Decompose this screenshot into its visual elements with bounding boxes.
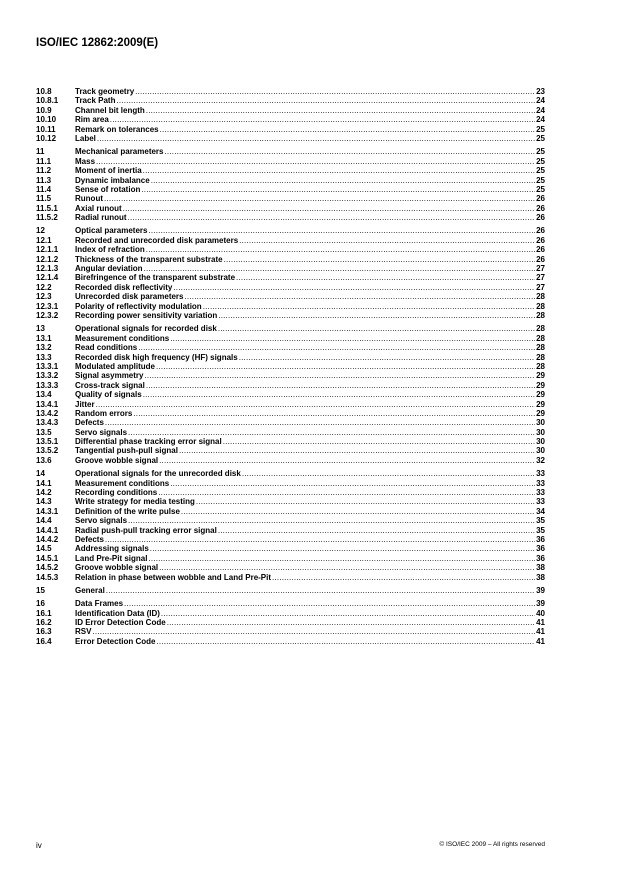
toc-entry[interactable] xyxy=(36,115,545,124)
toc-entry-page: 25 xyxy=(536,124,545,134)
toc-entry[interactable] xyxy=(36,586,545,595)
toc-entry-title: General xyxy=(75,585,105,595)
toc-entry-number: 10.8.1 xyxy=(36,96,59,106)
toc-entry-page: 28 xyxy=(536,352,545,362)
toc-entry-number: 11.1 xyxy=(36,156,52,166)
toc-entry[interactable] xyxy=(36,609,545,618)
toc-entry-title: Groove wobble signal xyxy=(75,455,159,465)
toc-dot-leader xyxy=(170,334,535,343)
toc-dot-leader xyxy=(148,554,535,563)
toc-entry-page: 27 xyxy=(536,273,545,283)
toc-dot-leader xyxy=(97,134,535,143)
toc-dot-leader xyxy=(236,273,535,282)
toc-entry-page: 39 xyxy=(536,585,545,595)
toc-section xyxy=(36,147,545,222)
toc-section xyxy=(36,87,545,143)
toc-entry-page: 23 xyxy=(536,87,545,96)
toc-entry-page: 33 xyxy=(536,488,545,498)
toc-entry-number: 13.4.3 xyxy=(36,418,59,428)
toc-entry-number: 14.4.1 xyxy=(36,525,59,535)
toc-entry[interactable] xyxy=(36,618,545,627)
toc-entry-page: 33 xyxy=(536,478,545,488)
toc-entry-page: 25 xyxy=(536,156,545,166)
toc-entry-title: Recorded disk reflectivity xyxy=(75,282,173,292)
toc-entry-title: Index of refraction xyxy=(75,245,145,255)
toc-entry-page: 28 xyxy=(536,324,545,334)
toc-entry-page: 30 xyxy=(536,427,545,437)
toc-dot-leader xyxy=(218,324,535,333)
toc-entry[interactable] xyxy=(36,428,545,437)
toc-entry[interactable] xyxy=(36,264,545,273)
toc-entry-number: 11.3 xyxy=(36,175,52,185)
toc-entry-number: 13.6 xyxy=(36,455,52,465)
toc-entry-page: 36 xyxy=(536,553,545,563)
toc-entry-number: 14.3 xyxy=(36,497,52,507)
toc-dot-leader xyxy=(146,106,535,115)
toc-entry[interactable] xyxy=(36,418,545,427)
toc-dot-leader xyxy=(161,609,535,618)
toc-entry-number: 13.4.2 xyxy=(36,408,59,418)
toc-dot-leader xyxy=(144,264,536,273)
toc-entry[interactable] xyxy=(36,273,545,282)
toc-entry-title: Recording power sensitivity variation xyxy=(75,310,218,320)
toc-dot-leader xyxy=(170,479,535,488)
toc-entry[interactable] xyxy=(36,573,545,582)
toc-entry-number: 12.1.3 xyxy=(36,264,59,274)
toc-entry-number: 11.4 xyxy=(36,184,52,194)
toc-dot-leader xyxy=(133,409,535,418)
toc-entry-title: Thickness of the transparent substrate xyxy=(75,254,223,264)
toc-entry-page: 26 xyxy=(536,235,545,245)
toc-entry-page: 33 xyxy=(536,469,545,479)
toc-entry-title: Definition of the write pulse xyxy=(75,506,180,516)
toc-entry-title: Identification Data (ID) xyxy=(75,608,160,618)
toc-dot-leader xyxy=(123,204,535,213)
toc-dot-leader xyxy=(156,362,535,371)
toc-entry-title: Defects xyxy=(75,418,104,428)
toc-dot-leader xyxy=(203,302,535,311)
toc-entry-number: 13.3.3 xyxy=(36,380,59,390)
toc-entry-page: 41 xyxy=(536,627,545,637)
toc-dot-leader xyxy=(92,627,535,636)
toc-entry[interactable] xyxy=(36,134,545,143)
toc-entry[interactable] xyxy=(36,125,545,134)
toc-entry-page: 29 xyxy=(536,399,545,409)
toc-entry-title: Cross-track signal xyxy=(75,380,145,390)
toc-entry[interactable] xyxy=(36,381,545,390)
toc-entry-page: 40 xyxy=(536,608,545,618)
toc-entry-number: 11.5.2 xyxy=(36,213,58,223)
toc-dot-leader xyxy=(196,497,535,506)
toc-dot-leader xyxy=(181,507,535,516)
toc-entry-page: 26 xyxy=(536,213,545,223)
toc-entry-title: Error Detection Code xyxy=(75,636,156,646)
toc-entry-title: Data Frames xyxy=(75,599,124,609)
toc-dot-leader xyxy=(138,343,535,352)
toc-entry-page: 26 xyxy=(536,194,545,204)
toc-dot-leader xyxy=(167,618,535,627)
toc-entry-page: 24 xyxy=(536,105,545,115)
toc-dot-leader xyxy=(224,255,536,264)
toc-entry[interactable] xyxy=(36,446,545,455)
toc-dot-leader xyxy=(105,418,535,427)
toc-entry-title: Angular deviation xyxy=(75,264,143,274)
toc-entry-title: Recorded disk high frequency (HF) signals xyxy=(75,352,238,362)
toc-dot-leader xyxy=(146,381,535,390)
toc-dot-leader xyxy=(185,292,536,301)
toc-dot-leader xyxy=(116,96,535,105)
toc-entry-page: 27 xyxy=(536,282,545,292)
toc-entry-number: 13.5.1 xyxy=(36,437,59,447)
toc-entry[interactable] xyxy=(36,469,545,478)
toc-entry-title: Radial runout xyxy=(75,213,127,223)
toc-entry-page: 24 xyxy=(536,115,545,125)
toc-entry-number: 16.4 xyxy=(36,636,52,646)
toc-entry-title: Label xyxy=(75,133,96,143)
toc-entry[interactable] xyxy=(36,106,545,115)
toc-entry[interactable] xyxy=(36,409,545,418)
toc-entry-page: 26 xyxy=(536,254,545,264)
toc-dot-leader xyxy=(146,245,535,254)
toc-entry-page: 25 xyxy=(536,175,545,185)
toc-entry-page: 25 xyxy=(536,166,545,176)
toc-entry-title: Track Path xyxy=(75,96,116,106)
toc-dot-leader xyxy=(105,535,535,544)
toc-entry-title: Unrecorded disk parameters xyxy=(75,292,184,302)
toc-entry-title: Groove wobble signal xyxy=(75,563,159,573)
toc-entry-title: Write strategy for media testing xyxy=(75,497,195,507)
toc-dot-leader xyxy=(104,194,535,203)
toc-entry[interactable] xyxy=(36,194,545,203)
toc-entry[interactable] xyxy=(36,526,545,535)
toc-entry-page: 30 xyxy=(536,446,545,456)
toc-dot-leader xyxy=(128,213,536,222)
toc-entry[interactable] xyxy=(36,554,545,563)
toc-dot-leader xyxy=(96,400,536,409)
toc-entry[interactable] xyxy=(36,371,545,380)
toc-entry-page: 28 xyxy=(536,292,545,302)
toc-entry-title: Track geometry xyxy=(75,87,135,96)
toc-dot-leader xyxy=(160,125,536,134)
toc-entry-title: Dynamic imbalance xyxy=(75,175,150,185)
toc-entry[interactable] xyxy=(36,324,545,333)
toc-entry-title: Rim area xyxy=(75,115,109,125)
toc-entry-title: Mechanical parameters xyxy=(75,147,164,157)
toc-entry-page: 26 xyxy=(536,226,545,236)
table-of-contents xyxy=(36,87,545,650)
toc-entry-title: Tangential push-pull signal xyxy=(75,446,178,456)
page-number: iv xyxy=(36,841,42,850)
toc-entry-title: Optical parameters xyxy=(75,226,148,236)
toc-entry-page: 29 xyxy=(536,371,545,381)
toc-entry-number: 12.1.1 xyxy=(36,245,59,255)
toc-entry[interactable] xyxy=(36,204,545,213)
toc-entry-number: 12.1.2 xyxy=(36,254,59,264)
toc-entry-page: 28 xyxy=(536,333,545,343)
toc-entry-number: 14.5.1 xyxy=(36,553,59,563)
toc-entry-title: Differential phase tracking error signal xyxy=(75,437,222,447)
toc-entry[interactable] xyxy=(36,637,545,646)
toc-dot-leader xyxy=(141,185,535,194)
toc-entry-number: 13.2 xyxy=(36,343,52,353)
toc-entry-number: 10.9 xyxy=(36,105,52,115)
toc-entry[interactable] xyxy=(36,185,545,194)
toc-entry-number: 12.1 xyxy=(36,235,52,245)
toc-entry[interactable] xyxy=(36,245,545,254)
toc-entry-number: 14 xyxy=(36,469,45,479)
toc-dot-leader xyxy=(148,226,535,235)
toc-entry-number: 11.5.1 xyxy=(36,203,58,213)
toc-entry-title: Servo signals xyxy=(75,427,128,437)
toc-entry-title: Operational signals for recorded disk xyxy=(75,324,217,334)
toc-entry-number: 11.2 xyxy=(36,166,52,176)
toc-entry-number: 16.1 xyxy=(36,608,52,618)
toc-entry[interactable] xyxy=(36,563,545,572)
toc-entry-page: 38 xyxy=(536,563,545,573)
toc-entry-title: Recording conditions xyxy=(75,488,158,498)
toc-entry-page: 35 xyxy=(536,525,545,535)
toc-entry-page: 39 xyxy=(536,599,545,609)
toc-dot-leader xyxy=(165,147,536,156)
toc-entry[interactable] xyxy=(36,516,545,525)
toc-entry-page: 28 xyxy=(536,361,545,371)
toc-entry-title: Modulated amplitude xyxy=(75,361,155,371)
toc-dot-leader xyxy=(143,166,535,175)
toc-entry-title: Mass xyxy=(75,156,96,166)
toc-entry-page: 35 xyxy=(536,516,545,526)
toc-entry-title: Addressing signals xyxy=(75,544,149,554)
toc-entry-number: 16.2 xyxy=(36,618,52,628)
toc-entry-number: 14.1 xyxy=(36,478,52,488)
toc-entry-number: 12 xyxy=(36,226,45,236)
toc-entry-page: 28 xyxy=(536,310,545,320)
toc-dot-leader xyxy=(106,586,535,595)
toc-entry-title: Servo signals xyxy=(75,516,128,526)
toc-entry-number: 14.5 xyxy=(36,544,52,554)
toc-entry[interactable] xyxy=(36,87,545,96)
toc-entry[interactable] xyxy=(36,334,545,343)
toc-entry[interactable] xyxy=(36,627,545,636)
toc-dot-leader xyxy=(128,516,535,525)
toc-entry-page: 41 xyxy=(536,618,545,628)
toc-entry-title: Jitter xyxy=(75,399,95,409)
toc-entry-page: 34 xyxy=(536,506,545,516)
toc-entry-title: Relation in phase between wobble and Land Pre-Pit xyxy=(75,572,272,582)
toc-entry-number: 11.5 xyxy=(36,194,52,204)
toc-entry-page: 25 xyxy=(536,147,545,157)
toc-entry-title: Polarity of reflectivity modulation xyxy=(75,301,202,311)
toc-section xyxy=(36,324,545,465)
toc-entry-title: Runout xyxy=(75,194,103,204)
toc-entry-page: 36 xyxy=(536,544,545,554)
toc-entry-page: 41 xyxy=(536,636,545,646)
toc-dot-leader xyxy=(218,526,535,535)
toc-entry-number: 14.5.2 xyxy=(36,563,59,573)
toc-entry-page: 30 xyxy=(536,437,545,447)
toc-entry-number: 13.4.1 xyxy=(36,399,59,409)
toc-entry-number: 12.3 xyxy=(36,292,52,302)
toc-entry-title: Axial runout xyxy=(75,203,122,213)
toc-entry-number: 14.2 xyxy=(36,488,52,498)
toc-entry-number: 10.8 xyxy=(36,87,52,96)
toc-entry-title: Sense of rotation xyxy=(75,184,141,194)
toc-entry[interactable] xyxy=(36,456,545,465)
toc-entry-page: 28 xyxy=(536,301,545,311)
toc-dot-leader xyxy=(96,157,535,166)
toc-entry-page: 29 xyxy=(536,408,545,418)
toc-entry[interactable] xyxy=(36,157,545,166)
toc-entry-page: 38 xyxy=(536,572,545,582)
toc-entry-title: Land Pre-Pit signal xyxy=(75,553,148,563)
toc-dot-leader xyxy=(242,469,535,478)
toc-entry-page: 26 xyxy=(536,203,545,213)
toc-entry[interactable] xyxy=(36,96,545,105)
toc-dot-leader xyxy=(144,371,535,380)
toc-entry-title: Random errors xyxy=(75,408,133,418)
toc-entry-number: 12.3.1 xyxy=(36,301,59,311)
toc-entry-title: Measurement conditions xyxy=(75,333,170,343)
toc-entry[interactable] xyxy=(36,362,545,371)
toc-entry-title: Quality of signals xyxy=(75,390,142,400)
toc-entry[interactable] xyxy=(36,166,545,175)
toc-entry[interactable] xyxy=(36,283,545,292)
toc-entry[interactable] xyxy=(36,213,545,222)
toc-entry-number: 14.3.1 xyxy=(36,506,59,516)
toc-dot-leader xyxy=(272,573,535,582)
toc-dot-leader xyxy=(239,353,535,362)
toc-entry[interactable] xyxy=(36,437,545,446)
toc-entry-number: 12.2 xyxy=(36,282,52,292)
toc-entry-number: 15 xyxy=(36,585,45,595)
toc-entry-page: 29 xyxy=(536,380,545,390)
toc-entry-page: 28 xyxy=(536,343,545,353)
toc-entry[interactable] xyxy=(36,176,545,185)
toc-section xyxy=(36,469,545,582)
toc-dot-leader xyxy=(110,115,535,124)
toc-entry[interactable] xyxy=(36,544,545,553)
toc-entry-number: 13.5 xyxy=(36,427,52,437)
toc-entry[interactable] xyxy=(36,353,545,362)
toc-entry-title: RSV xyxy=(75,627,92,637)
toc-entry[interactable] xyxy=(36,302,545,311)
toc-entry-page: 24 xyxy=(536,96,545,106)
toc-entry[interactable] xyxy=(36,226,545,235)
toc-entry-title: Remark on tolerances xyxy=(75,124,159,134)
toc-entry[interactable] xyxy=(36,147,545,156)
toc-entry-title: ID Error Detection Code xyxy=(75,618,166,628)
toc-entry-number: 13.5.2 xyxy=(36,446,59,456)
toc-section xyxy=(36,599,545,646)
toc-entry-title: Recorded and unrecorded disk parameters xyxy=(75,235,239,245)
toc-entry-title: Read conditions xyxy=(75,343,138,353)
toc-entry[interactable] xyxy=(36,507,545,516)
toc-entry-number: 10.12 xyxy=(36,133,57,143)
toc-entry[interactable] xyxy=(36,599,545,608)
toc-dot-leader xyxy=(159,456,535,465)
toc-entry-title: Radial push-pull tracking error signal xyxy=(75,525,217,535)
toc-dot-leader xyxy=(218,311,535,320)
toc-entry-number: 13.1 xyxy=(36,333,52,343)
toc-dot-leader xyxy=(150,544,535,553)
toc-dot-leader xyxy=(156,637,535,646)
toc-entry-number: 13.3.2 xyxy=(36,371,59,381)
toc-dot-leader xyxy=(173,283,535,292)
toc-entry-number: 16 xyxy=(36,599,45,609)
toc-entry-number: 13 xyxy=(36,324,45,334)
toc-entry-number: 14.4 xyxy=(36,516,52,526)
toc-entry[interactable] xyxy=(36,535,545,544)
toc-dot-leader xyxy=(135,87,535,96)
toc-entry[interactable] xyxy=(36,390,545,399)
toc-entry-page: 32 xyxy=(536,455,545,465)
toc-entry-title: Birefringence of the transparent substrate xyxy=(75,273,236,283)
toc-entry-page: 36 xyxy=(536,534,545,544)
toc-entry-number: 13.4 xyxy=(36,390,52,400)
toc-entry[interactable] xyxy=(36,292,545,301)
document-header: ISO/IEC 12862:2009(E) xyxy=(36,37,159,49)
toc-entry-number: 14.5.3 xyxy=(36,572,59,582)
toc-dot-leader xyxy=(159,563,535,572)
toc-entry-number: 10.11 xyxy=(36,124,56,134)
toc-entry[interactable] xyxy=(36,488,545,497)
toc-entry-page: 27 xyxy=(536,264,545,274)
toc-entry-page: 33 xyxy=(536,497,545,507)
toc-entry[interactable] xyxy=(36,479,545,488)
toc-dot-leader xyxy=(124,599,535,608)
toc-entry-title: Measurement conditions xyxy=(75,478,170,488)
toc-entry-title: Defects xyxy=(75,534,104,544)
toc-dot-leader xyxy=(223,437,535,446)
toc-entry-number: 16.3 xyxy=(36,627,52,637)
toc-entry-number: 13.3.1 xyxy=(36,361,59,371)
toc-entry-number: 12.3.2 xyxy=(36,310,59,320)
toc-entry[interactable] xyxy=(36,400,545,409)
toc-entry[interactable] xyxy=(36,343,545,352)
toc-dot-leader xyxy=(179,446,535,455)
toc-entry-number: 10.10 xyxy=(36,115,57,125)
toc-entry-page: 29 xyxy=(536,390,545,400)
toc-entry[interactable] xyxy=(36,255,545,264)
toc-entry-title: Channel bit length xyxy=(75,105,145,115)
toc-entry-page: 30 xyxy=(536,418,545,428)
toc-dot-leader xyxy=(128,428,535,437)
toc-entry[interactable] xyxy=(36,311,545,320)
toc-entry-page: 25 xyxy=(536,184,545,194)
toc-entry[interactable] xyxy=(36,497,545,506)
toc-section xyxy=(36,226,545,320)
toc-entry-number: 14.4.2 xyxy=(36,534,59,544)
copyright-notice: © ISO/IEC 2009 – All rights reserved xyxy=(439,841,545,848)
toc-entry-page: 25 xyxy=(536,133,545,143)
toc-entry-number: 11 xyxy=(36,147,45,157)
toc-entry-title: Moment of inertia xyxy=(75,166,142,176)
toc-entry-number: 13.3 xyxy=(36,352,52,362)
toc-entry-title: Signal asymmetry xyxy=(75,371,144,381)
toc-dot-leader xyxy=(143,390,535,399)
toc-section xyxy=(36,586,545,595)
toc-entry-title: Operational signals for the unrecorded disk xyxy=(75,469,241,479)
toc-entry-page: 26 xyxy=(536,245,545,255)
toc-entry-number: 12.1.4 xyxy=(36,273,59,283)
toc-dot-leader xyxy=(239,236,535,245)
toc-dot-leader xyxy=(151,176,535,185)
toc-dot-leader xyxy=(158,488,535,497)
toc-entry[interactable] xyxy=(36,236,545,245)
